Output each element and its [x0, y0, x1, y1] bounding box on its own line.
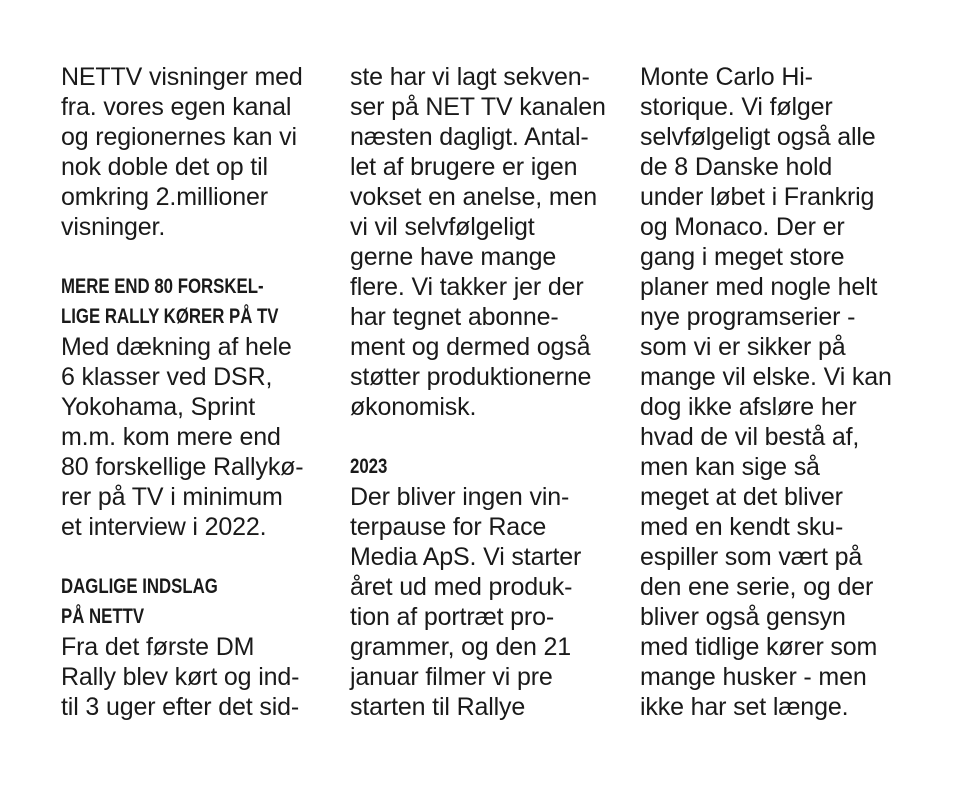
text-column-2 — [350, 62, 632, 722]
text-line: nye programserier - — [640, 303, 856, 331]
text-line: mange husker - men — [640, 663, 867, 691]
text-line: den ene serie, og der — [640, 573, 874, 601]
text-line: et interview i 2022. — [61, 513, 267, 541]
text-line: 80 forskellige Rallykø- — [61, 453, 304, 481]
paragraph-gap — [61, 242, 343, 272]
text-line: Monte Carlo Hi- — [640, 63, 813, 91]
text-line: og Monaco. Der er — [640, 213, 845, 241]
text-line: mange vil elske. Vi kan — [640, 363, 892, 391]
section-heading: LIGE RALLY KØRER PÅ TV — [61, 305, 279, 328]
section-heading: 2023 — [350, 455, 388, 478]
text-line: med tidlige kører som — [640, 633, 878, 661]
text-line: Fra det første DM — [61, 633, 255, 661]
text-line: nok doble det op til — [61, 153, 268, 181]
paragraph-monte-carlo — [640, 62, 922, 722]
text-line: grammer, og den 21 — [350, 633, 572, 661]
text-line: tion af portræt pro- — [350, 603, 555, 631]
text-line: Yokohama, Sprint — [61, 393, 256, 421]
text-line: let af brugere er igen — [350, 153, 578, 181]
text-line: ser på NET TV kanalen — [350, 93, 606, 121]
text-line: de 8 Danske hold — [640, 153, 833, 181]
text-column-3 — [640, 62, 922, 722]
text-line: med en kendt sku- — [640, 513, 844, 541]
text-line: fra. vores egen kanal — [61, 93, 292, 121]
text-line: og regionernes kan vi — [61, 123, 297, 151]
paragraph-gap — [61, 542, 343, 572]
paragraph-continued — [350, 62, 632, 422]
section-2023 — [350, 452, 632, 722]
text-line: under løbet i Frankrig — [640, 183, 875, 211]
text-line: ste har vi lagt sekven- — [350, 63, 590, 91]
section-heading: PÅ NETTV — [61, 605, 145, 628]
text-line: Med dækning af hele — [61, 333, 292, 361]
text-line: Der bliver ingen vin- — [350, 483, 570, 511]
text-line: ment og dermed også — [350, 333, 591, 361]
text-line: visninger. — [61, 213, 166, 241]
text-line: bliver også gensyn — [640, 603, 846, 631]
text-line: hvad de vil bestå af, — [640, 423, 860, 451]
text-line: året ud med produk- — [350, 573, 573, 601]
text-line: vi vil selvfølgeligt — [350, 213, 535, 241]
text-line: Rally blev kørt og ind- — [61, 663, 300, 691]
text-line: selvfølgeligt også alle — [640, 123, 876, 151]
text-line: planer med nogle helt — [640, 273, 878, 301]
paragraph-intro — [61, 62, 343, 242]
section-heading: MERE END 80 FORSKEL- — [61, 275, 264, 298]
text-line: Media ApS. Vi starter — [350, 543, 582, 571]
text-line: rer på TV i minimum — [61, 483, 283, 511]
text-line: terpause for Race — [350, 513, 547, 541]
text-line: støtter produktionerne — [350, 363, 592, 391]
text-line: m.m. kom mere end — [61, 423, 281, 451]
text-line: espiller som vært på — [640, 543, 863, 571]
text-line: NETTV visninger med — [61, 63, 303, 91]
text-line: vokset en anelse, men — [350, 183, 597, 211]
text-line: til 3 uger efter det sid- — [61, 693, 300, 721]
text-line: dog ikke afsløre her — [640, 393, 857, 421]
text-line: januar filmer vi pre — [350, 663, 553, 691]
section-daily-segments — [61, 572, 343, 722]
text-line: gang i meget store — [640, 243, 845, 271]
paragraph-gap — [350, 422, 632, 452]
text-line: starten til Rallye — [350, 693, 526, 721]
section-heading: DAGLIGE INDSLAG — [61, 575, 218, 598]
text-line: som vi er sikker på — [640, 333, 846, 361]
text-line: omkring 2.millioner — [61, 183, 268, 211]
text-line: næsten dagligt. Antal- — [350, 123, 589, 151]
text-line: økonomisk. — [350, 393, 477, 421]
text-line: flere. Vi takker jer der — [350, 273, 584, 301]
text-line: har tegnet abonne- — [350, 303, 559, 331]
text-line: meget at det bliver — [640, 483, 843, 511]
text-column-1 — [61, 62, 343, 722]
text-line: storique. Vi følger — [640, 93, 833, 121]
text-line: 6 klasser ved DSR, — [61, 363, 273, 391]
text-line: gerne have mange — [350, 243, 557, 271]
text-line: men kan sige så — [640, 453, 820, 481]
text-line: ikke har set længe. — [640, 693, 849, 721]
section-80-drivers — [61, 272, 343, 542]
